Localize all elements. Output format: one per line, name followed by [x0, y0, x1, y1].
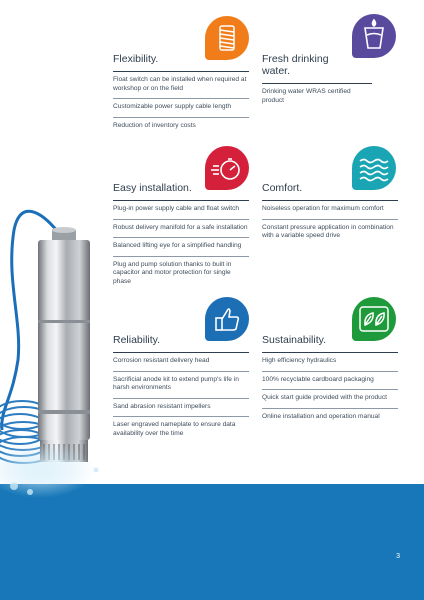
- section-title: Easy installation.: [113, 182, 192, 194]
- list-item: Balanced lifting eye for a simplified handling: [113, 237, 249, 256]
- page-number: 3: [396, 553, 400, 560]
- list-item: Drinking water WRAS certified product: [262, 83, 372, 110]
- section-title: Sustainability.: [262, 334, 327, 346]
- fresh-water-badge: [352, 14, 396, 58]
- list-item: Float switch can be installed when required at workshop or on the field: [113, 71, 249, 98]
- list-item: Sand abrasion resistant impellers: [113, 398, 249, 417]
- list-item: 100% recyclable cardboard packaging: [262, 371, 398, 390]
- list-item: High efficiency hydraulics: [262, 352, 398, 371]
- list-item: Sacrificial anode kit to extend pump's life in harsh environments: [113, 371, 249, 398]
- list-item: Plug and pump solution thanks to built in capacitor and motor protection for single phase: [113, 256, 249, 292]
- section-sustainability: [262, 334, 398, 426]
- list-item: Customizable power supply cable length: [113, 98, 249, 117]
- section-title: Fresh drinking water.: [262, 53, 329, 77]
- section-flexibility: [113, 53, 249, 135]
- section-title: Reliability.: [113, 334, 161, 346]
- section-comfort: [262, 182, 398, 246]
- list-item: Constant pressure application in combination with a variable speed drive: [262, 219, 398, 246]
- list-item: Corrosion resistant delivery head: [113, 352, 249, 371]
- list-item: Robust delivery manifold for a safe installation: [113, 219, 249, 238]
- section-fresh-water: [262, 53, 398, 110]
- list-item: Noiseless operation for maximum comfort: [262, 200, 398, 219]
- list-item: Online installation and operation manual: [262, 408, 398, 427]
- section-title: Flexibility.: [113, 53, 159, 65]
- pump-image: [0, 170, 130, 500]
- submersible-pump-illustration: [0, 170, 130, 500]
- footer-band: [0, 484, 424, 600]
- list-item: Quick start guide provided with the product: [262, 389, 398, 408]
- water-glass-icon: [352, 14, 396, 58]
- list-item: Plug-in power supply cable and float switch: [113, 200, 249, 219]
- section-easy-installation: [113, 182, 249, 292]
- list-item: Laser engraved nameplate to ensure data availability over the time: [113, 416, 249, 443]
- section-reliability: [113, 334, 249, 444]
- list-item: Reduction of inventory costs: [113, 117, 249, 136]
- section-title: Comfort.: [262, 182, 303, 194]
